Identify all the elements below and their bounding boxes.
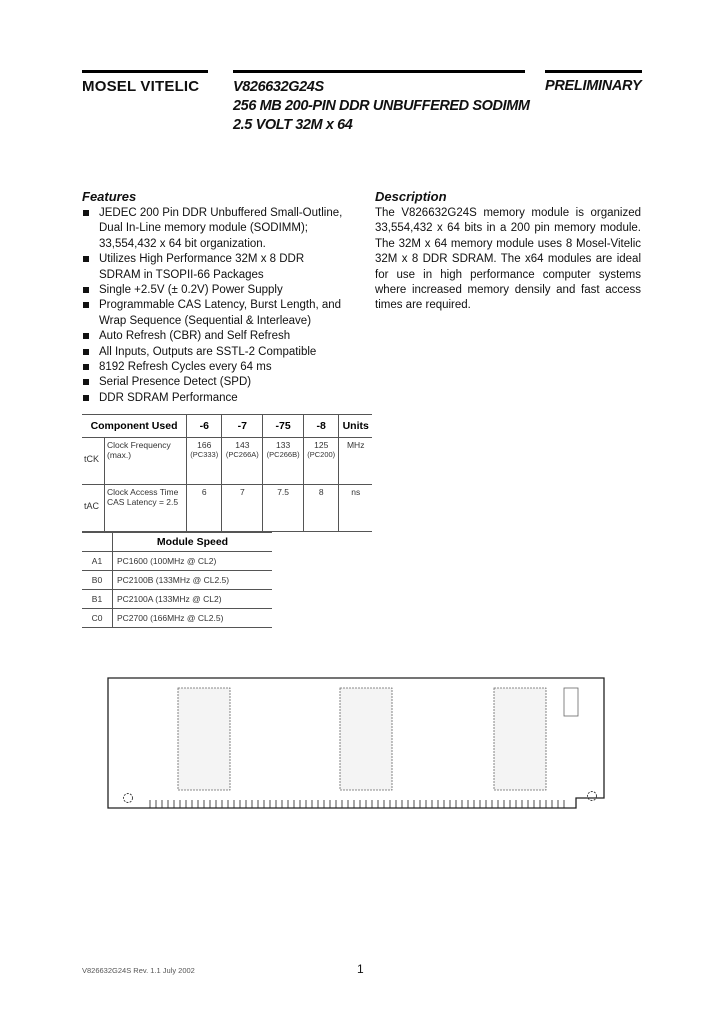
- value-cell: [222, 438, 263, 485]
- features-heading: Features: [82, 189, 137, 204]
- speed-desc: PC2100B (133MHz @ CL2.5): [113, 571, 273, 590]
- value-sub: (PC200): [307, 450, 336, 459]
- feature-item: [82, 375, 357, 390]
- value-cell: [263, 438, 304, 485]
- description-text: The V826632G24S memory module is organized 33,554,432 x 64 bits in a 200 pin memory module. The 32M x 64 memory module uses 8 Mosel-Vitelic 32M x 8 DDR SDRAM. The x64 modules are ideal for use in high performance computer systems where increased memory densily and fast access times are required.: [375, 207, 641, 312]
- param-label-sub: CAS Latency = 2.5: [107, 497, 179, 507]
- feature-item: [82, 345, 357, 360]
- unit-cell: ns: [339, 485, 372, 532]
- speed-desc: PC2700 (166MHz @ CL2.5): [113, 609, 273, 628]
- part-number: V826632G24S: [233, 79, 324, 95]
- speed-row: [82, 552, 272, 571]
- bullet-square-icon: [83, 364, 89, 370]
- perf-header-col: -75: [263, 415, 304, 438]
- page-number: 1: [357, 962, 364, 976]
- perf-row-tck: [82, 438, 372, 485]
- performance-table: [82, 414, 372, 532]
- feature-item: [82, 298, 357, 329]
- bullet-square-icon: [83, 256, 89, 262]
- speed-desc: PC1600 (100MHz @ CL2): [113, 552, 273, 571]
- description-heading: Description: [375, 189, 447, 204]
- value-cell: [304, 438, 339, 485]
- value-cell: 8: [304, 485, 339, 532]
- perf-header-units: Units: [339, 415, 372, 438]
- features-list: [82, 206, 357, 406]
- value-sub: (PC266A): [225, 450, 259, 459]
- feature-line: Single +2.5V (± 0.2V) Power Supply: [99, 284, 283, 297]
- feature-item: [82, 360, 357, 375]
- speed-code: A1: [82, 552, 113, 571]
- header-rule-left: [82, 70, 208, 73]
- status-label: PRELIMINARY: [545, 78, 642, 94]
- subtitle-line-2: 2.5 VOLT 32M x 64: [233, 117, 353, 133]
- value-cell: 7.5: [263, 485, 304, 532]
- bullet-square-icon: [83, 395, 89, 401]
- value-sub: (PC266B): [266, 450, 300, 459]
- feature-line: Wrap Sequence (Sequential & Interleave): [99, 314, 312, 327]
- speed-row: [82, 590, 272, 609]
- speed-code: C0: [82, 609, 113, 628]
- perf-header-col: -7: [222, 415, 263, 438]
- value-cell: [187, 438, 222, 485]
- param-label-sub: (max.): [107, 450, 132, 460]
- speed-header: Module Speed: [113, 533, 273, 552]
- value-cell: 7: [222, 485, 263, 532]
- value: 166: [197, 440, 212, 450]
- feature-line: DDR SDRAM Performance: [99, 391, 238, 404]
- feature-line: Utilizes High Performance 32M x 8 DDR: [99, 253, 305, 266]
- bullet-square-icon: [83, 302, 89, 308]
- feature-line: All Inputs, Outputs are SSTL-2 Compatible: [99, 345, 317, 358]
- brand-logo-text: MOSEL VITELIC: [82, 78, 200, 95]
- feature-item: [82, 206, 357, 252]
- footer-revision: V826632G24S Rev. 1.1 July 2002: [82, 966, 195, 975]
- header-rule-center: [233, 70, 525, 73]
- symbol-tck: tCK: [82, 438, 105, 485]
- bullet-square-icon: [83, 333, 89, 339]
- feature-line: Serial Presence Detect (SPD): [99, 376, 252, 389]
- perf-header-component: Component Used: [82, 415, 187, 438]
- param-cell: [105, 485, 187, 532]
- bullet-square-icon: [83, 287, 89, 293]
- value: 125: [314, 440, 329, 450]
- param-label: Clock Frequency: [107, 440, 171, 450]
- subtitle-line-1: 256 MB 200-PIN DDR UNBUFFERED SODIMM: [233, 98, 530, 114]
- perf-row-tac: [82, 485, 372, 532]
- perf-header-col: -8: [304, 415, 339, 438]
- bullet-square-icon: [83, 379, 89, 385]
- speed-row: [82, 609, 272, 628]
- perf-header-row: [82, 415, 372, 438]
- feature-item: [82, 283, 357, 298]
- param-label: Clock Access Time: [107, 487, 179, 497]
- feature-line: Dual In-Line memory module (SODIMM);: [99, 222, 308, 235]
- speed-header-blank: [82, 533, 113, 552]
- header-rule-right: [545, 70, 642, 73]
- bullet-square-icon: [83, 349, 89, 355]
- bullet-square-icon: [83, 210, 89, 216]
- perf-header-col: -6: [187, 415, 222, 438]
- feature-line: 8192 Refresh Cycles every 64 ms: [99, 361, 272, 374]
- speed-header-row: [82, 533, 272, 552]
- value: 143: [235, 440, 250, 450]
- feature-item: [82, 329, 357, 344]
- feature-line: Auto Refresh (CBR) and Self Refresh: [99, 330, 291, 343]
- param-cell: [105, 438, 187, 485]
- sodimm-module-drawing: [100, 670, 612, 820]
- feature-item: [82, 391, 357, 406]
- value: 133: [276, 440, 291, 450]
- document-title: [233, 78, 530, 135]
- feature-line: 33,554,432 x 64 bit organization.: [99, 237, 266, 250]
- value-cell: 6: [187, 485, 222, 532]
- speed-row: [82, 571, 272, 590]
- feature-line: SDRAM in TSOPII-66 Packages: [99, 268, 264, 281]
- value-sub: (PC333): [190, 450, 219, 459]
- module-speed-table: [82, 532, 272, 628]
- feature-line: Programmable CAS Latency, Burst Length, and: [99, 299, 342, 312]
- speed-desc: PC2100A (133MHz @ CL2): [113, 590, 273, 609]
- speed-code: B1: [82, 590, 113, 609]
- feature-item: [82, 252, 357, 283]
- unit-cell: MHz: [339, 438, 372, 485]
- speed-code: B0: [82, 571, 113, 590]
- feature-line: JEDEC 200 Pin DDR Unbuffered Small-Outline,: [99, 207, 343, 219]
- symbol-tac: tAC: [82, 485, 105, 532]
